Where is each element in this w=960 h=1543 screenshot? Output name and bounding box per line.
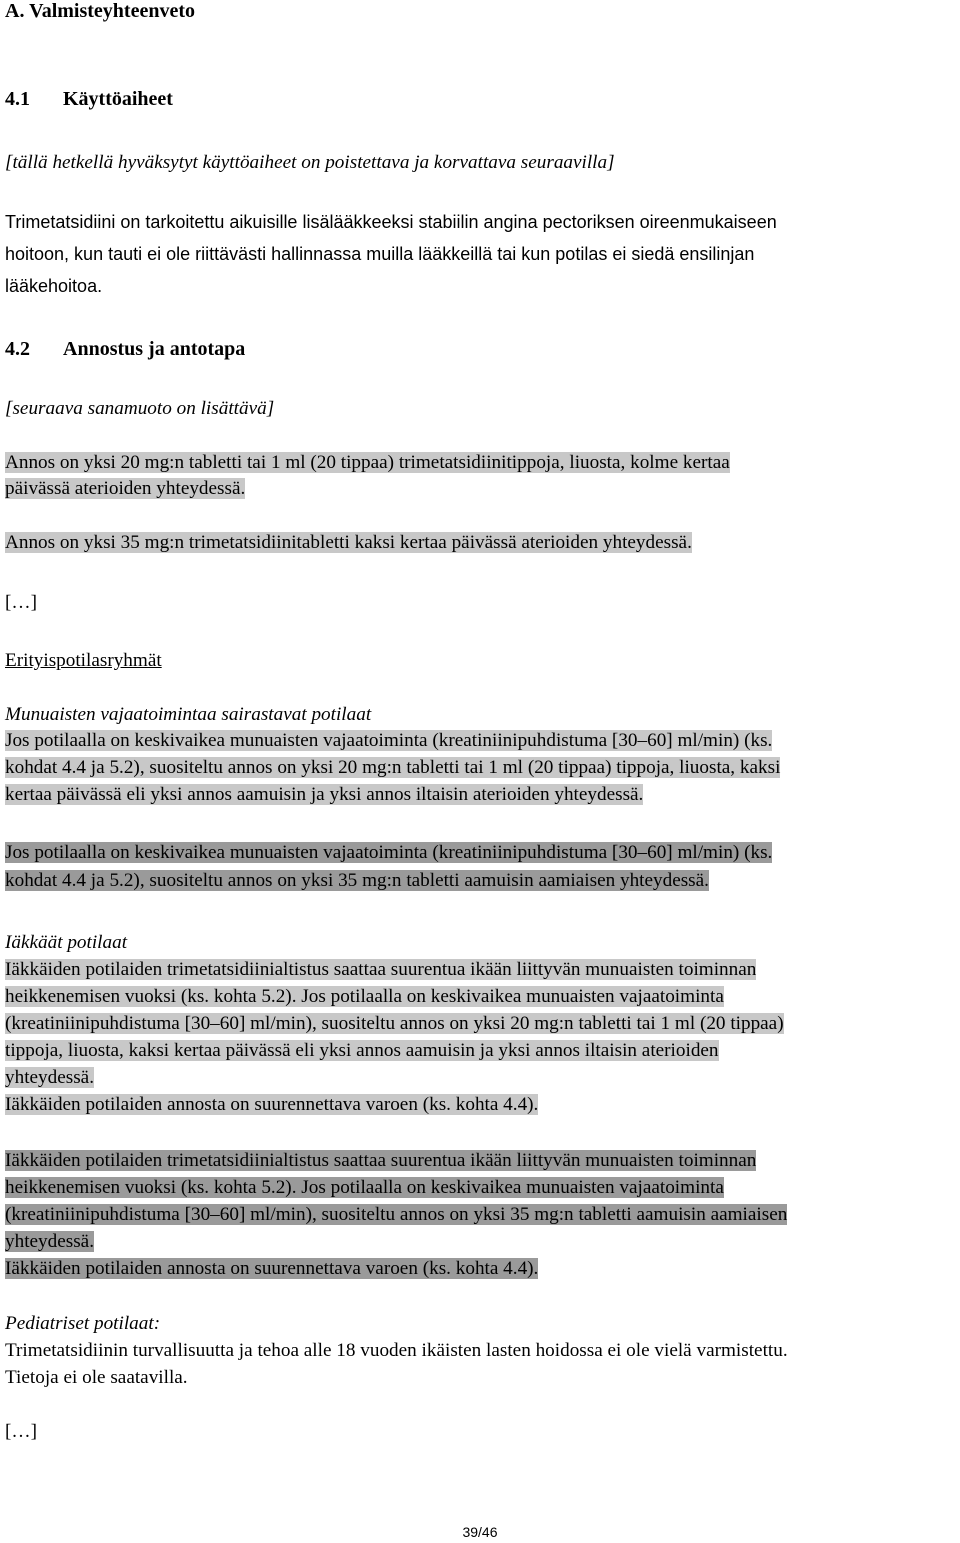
special-groups-heading: Erityispotilasryhmät (5, 650, 162, 671)
ellipsis: […] (5, 592, 37, 613)
elderly-35-line-4 (5, 1231, 94, 1253)
highlight: Jos potilaalla on keskivaikea munuaisten vajaatoiminta (kreatiniinipuhdistuma [30–60] ml/min) (ks. (5, 730, 773, 751)
document-title: A. Valmisteyhteenveto (5, 0, 195, 22)
section-number: 4.1 (5, 88, 30, 110)
section-title: Käyttöaiheet (63, 88, 173, 110)
highlight: kohdat 4.4 ja 5.2), suositeltu annos on yksi 20 mg:n tabletti tai 1 ml (20 tippaa) tippoja, liuosta, kaksi (5, 757, 781, 778)
highlight: Iäkkäiden potilaiden annosta on suurennettava varoen (ks. kohta 4.4). (5, 1258, 539, 1279)
elderly-heading: Iäkkäät potilaat (5, 932, 128, 953)
pediatric-line-2: Tietoja ei ole saatavilla. (5, 1367, 188, 1388)
elderly-20-line-4 (5, 1040, 719, 1062)
renal-20-line-3 (5, 784, 643, 806)
elderly-35-line-1 (5, 1150, 756, 1172)
renal-20-line-2 (5, 757, 780, 779)
section-4-2-note: [seuraava sanamuoto on lisättävä] (5, 398, 275, 419)
indication-line-1: Trimetatsidiini on tarkoitettu aikuisille lisälääkkeeksi stabiilin angina pectoriksen oireenmukaiseen (5, 212, 777, 232)
highlight: yhteydessä. (5, 1231, 94, 1252)
section-4-1-note: [tällä hetkellä hyväksytyt käyttöaiheet on poistettava ja korvattava seuraavilla] (5, 152, 615, 173)
highlight: (kreatiniinipuhdistuma [30–60] ml/min), suositeltu annos on yksi 20 mg:n tabletti tai 1 ml (20 tippaa) (5, 1013, 784, 1034)
section-4-1-heading (5, 88, 173, 111)
highlight: yhteydessä. (5, 1067, 94, 1088)
dose-20-line-2 (5, 478, 245, 500)
renal-35-line-1 (5, 842, 772, 864)
highlight: (kreatiniinipuhdistuma [30–60] ml/min), suositeltu annos on yksi 35 mg:n tabletti aamuisin aamiaisen (5, 1204, 788, 1225)
highlight: Jos potilaalla on keskivaikea munuaisten vajaatoiminta (kreatiniinipuhdistuma [30–60] ml/min) (ks. (5, 842, 773, 863)
elderly-35-line-3 (5, 1204, 787, 1226)
ellipsis: […] (5, 1421, 37, 1442)
highlight: heikkenemisen vuoksi (ks. kohta 5.2). Jos potilaalla on keskivaikea munuaisten vajaatoiminta (5, 986, 724, 1007)
highlight: päivässä aterioiden yhteydessä. (5, 478, 246, 499)
highlight: tippoja, liuosta, kaksi kertaa päivässä eli yksi annos aamuisin ja yksi annos iltaisin aterioiden (5, 1040, 719, 1061)
highlight: kohdat 4.4 ja 5.2), suositeltu annos on yksi 35 mg:n tabletti aamuisin aamiaisen yhteydessä. (5, 870, 709, 891)
highlight: Iäkkäiden potilaiden trimetatsidiinialtistus saattaa suurentua ikään liittyvän munuaisten toiminnan (5, 959, 757, 980)
renal-20-line-1 (5, 730, 772, 752)
section-4-2-heading (5, 338, 245, 361)
section-number: 4.2 (5, 338, 30, 360)
elderly-35-line-2 (5, 1177, 724, 1199)
elderly-35-line-5 (5, 1258, 538, 1280)
elderly-20-line-1 (5, 959, 756, 981)
highlight: kertaa päivässä eli yksi annos aamuisin ja yksi annos iltaisin aterioiden yhteydessä. (5, 784, 644, 805)
elderly-20-line-3 (5, 1013, 784, 1035)
renal-35-line-2 (5, 870, 709, 892)
renal-heading: Munuaisten vajaatoimintaa sairastavat potilaat (5, 704, 372, 725)
pediatric-line-1: Trimetatsidiinin turvallisuutta ja tehoa alle 18 vuoden ikäisten lasten hoidossa ei ole vielä varmistettu. (5, 1340, 788, 1361)
elderly-20-line-2 (5, 986, 724, 1008)
indication-line-3: lääkehoitoa. (5, 276, 103, 296)
elderly-20-line-6 (5, 1094, 538, 1116)
highlight: heikkenemisen vuoksi (ks. kohta 5.2). Jos potilaalla on keskivaikea munuaisten vajaatoiminta (5, 1177, 724, 1198)
highlight: Annos on yksi 20 mg:n tabletti tai 1 ml (20 tippaa) trimetatsidiinitippoja, liuosta, kolme kertaa (5, 452, 730, 473)
indication-line-2: hoitoon, kun tauti ei ole riittävästi hallinnassa muilla lääkkeillä tai kun potilas ei siedä ensilinjan (5, 244, 755, 264)
dose-35-line (5, 532, 692, 554)
highlight: Iäkkäiden potilaiden annosta on suurennettava varoen (ks. kohta 4.4). (5, 1094, 539, 1115)
highlight: Annos on yksi 35 mg:n trimetatsidiinitabletti kaksi kertaa päivässä aterioiden yhteydessä. (5, 532, 692, 553)
page-number: 39/46 (462, 1524, 498, 1540)
pediatric-heading: Pediatriset potilaat: (5, 1313, 161, 1334)
section-title: Annostus ja antotapa (63, 338, 246, 360)
elderly-20-line-5 (5, 1067, 94, 1089)
dose-20-line-1 (5, 452, 730, 474)
highlight: Iäkkäiden potilaiden trimetatsidiinialtistus saattaa suurentua ikään liittyvän munuaisten toiminnan (5, 1150, 757, 1171)
